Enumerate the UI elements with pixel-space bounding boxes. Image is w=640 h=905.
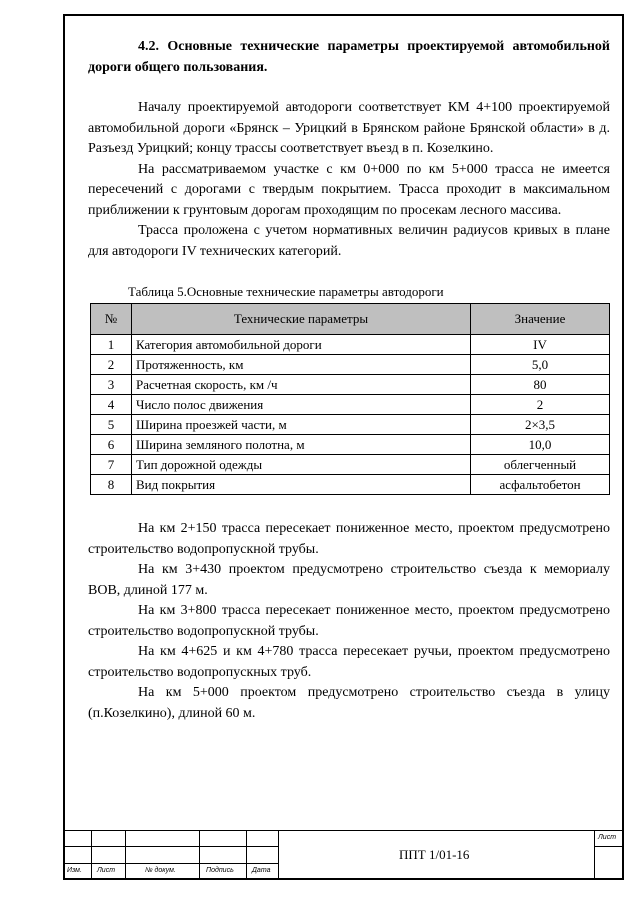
header-value: Значение [471, 304, 610, 335]
row-parameter: Число полос движения [132, 395, 471, 415]
table-row [91, 335, 610, 355]
table-row [91, 375, 610, 395]
row-parameter: Протяженность, км [132, 355, 471, 375]
row-value: асфальтобетон [471, 475, 610, 495]
stamp-sheet-label: Лист [598, 834, 617, 841]
table-row [91, 475, 610, 495]
table-row [91, 355, 610, 375]
row-number: 7 [91, 455, 132, 475]
table-caption: Таблица 5.Основные технические параметры автодороги [128, 284, 444, 299]
row-number: 6 [91, 435, 132, 455]
stamp-label-sheet: Лист [97, 867, 116, 874]
table-row [91, 415, 610, 435]
row-number: 2 [91, 355, 132, 375]
header-number: № [91, 304, 132, 335]
document-body [88, 30, 610, 724]
document-code: ППТ 1/01-16 [399, 847, 470, 862]
title-block-stamp [63, 830, 624, 880]
table-row [91, 395, 610, 415]
row-number: 3 [91, 375, 132, 395]
paragraph: На км 4+625 и км 4+780 трасса пересекает ручьи, проектом предусмотрено строительство водопропускных труб. [88, 644, 610, 680]
stamp-label-signature: Подпись [206, 867, 234, 874]
row-value: 5,0 [471, 355, 610, 375]
row-value: 2×3,5 [471, 415, 610, 435]
row-parameter: Ширина проезжей части, м [132, 415, 471, 435]
row-number: 8 [91, 475, 132, 495]
paragraph: На км 5+000 проектом предусмотрено строительство съезда в улицу (п.Козелкино), длиной 60 м. [88, 685, 610, 721]
row-parameter: Вид покрытия [132, 475, 471, 495]
paragraph: На рассматриваемом участке с км 0+000 по км 5+000 трасса не имеется пересечений с дорогами с твердым покрытием. Трасса проходит в максимальном приближении к грунтовым дорогам проходящим по просекам лесного массива. [88, 161, 610, 218]
row-parameter: Ширина земляного полотна, м [132, 435, 471, 455]
stamp-label-doc-number: № докум. [145, 867, 176, 874]
row-value: 10,0 [471, 435, 610, 455]
row-value: IV [471, 335, 610, 355]
paragraph: Трасса проложена с учетом нормативных величин радиусов кривых в плане для автодороги IV технических категорий. [88, 223, 610, 259]
stamp-label-date: Дата [252, 867, 271, 874]
row-parameter: Расчетная скорость, км /ч [132, 375, 471, 395]
paragraph: На км 2+150 трасса пересекает пониженное место, проектом предусмотрено строительство водопропускной трубы. [88, 521, 610, 557]
paragraph: На км 3+430 проектом предусмотрено строительство съезда к мемориалу ВОВ, длиной 177 м. [88, 562, 610, 598]
header-parameters: Технические параметры [132, 304, 471, 335]
row-number: 5 [91, 415, 132, 435]
section-heading: 4.2. Основные технические параметры проектируемой автомобильной дороги общего пользования. [88, 39, 610, 75]
row-parameter: Тип дорожной одежды [132, 455, 471, 475]
table-row [91, 435, 610, 455]
table-row [91, 455, 610, 475]
row-value: облегченный [471, 455, 610, 475]
row-number: 1 [91, 335, 132, 355]
row-value: 2 [471, 395, 610, 415]
table-header-row [91, 304, 610, 335]
row-parameter: Категория автомобильной дороги [132, 335, 471, 355]
row-value: 80 [471, 375, 610, 395]
paragraph: Началу проектируемой автодороги соответствует КМ 4+100 проектируемой автомобильной дороги «Брянск – Урицкий в Брянском районе Брянской области» в д. Разъезд Урицкий; концу трассы соответствует въезд в п. Козелкино. [88, 100, 610, 156]
parameters-table [90, 303, 610, 495]
paragraph: На км 3+800 трасса пересекает пониженное место, проектом предусмотрено строительство водопропускной трубы. [88, 603, 610, 639]
stamp-label-change: Изм. [67, 867, 82, 874]
row-number: 4 [91, 395, 132, 415]
